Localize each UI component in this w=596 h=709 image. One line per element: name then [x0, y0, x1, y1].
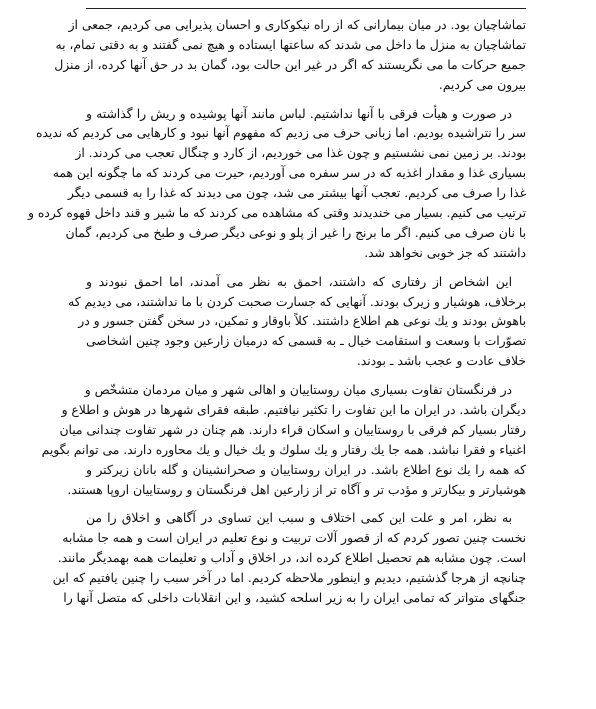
text-line: بیرون می کردیم. [438, 77, 526, 92]
paragraph [52, 509, 526, 608]
text-line: دیگران باشد. در ایران ما این تفاوت را تکثیر نیافتیم. طبقه فقرای شهرها در هوش و اطلاع و [61, 403, 526, 418]
text-line: بسیاری غذا و مقدار اغذیه که در سر سفره می آوردیم، حیرت می کردند که ما چگونه این همه [52, 166, 526, 181]
text-line: رفتار بسیار کم فرقی با روستاییان و اسکان قراء دارند. هم چنان در شهر تفاوت چندانی میان [59, 422, 526, 437]
text-line: باهوش بودند و یك نوعی هم اطلاع داشتند. کلاً باوقار و تمکین، در سخن گفتن جسور و در [78, 314, 526, 329]
text-line: هوشیارتر و بیکارتر و مؤدب تر و آگاه تر از زارعین اهل فرنگستان و روستاییان اروپا هستند. [67, 482, 526, 497]
text-line: سر را نتراشیده بودیم. اما زبانی حرف می زدیم که مفهوم آنها نبود و کارهایی می کردیم که ندیده [35, 126, 526, 141]
text-line: در فرنگستان تفاوت بسیاری میان روستاییان و اهالی شهر و میان مردمان متشخّص و [84, 383, 512, 398]
text-line: با نان صرف می کنیم. اگر ما برنج را غیر از پلو و نوعی دیگر صرف و طبخ می کردیم، گمان [65, 225, 526, 240]
text-line: در صورت و هیأت فرقی با آنها نداشتیم. لباس مانند آنها پوشیده و ریش را گذاشته و [86, 106, 512, 121]
text-line: تماشاچیان به منزل ما داخل می شدند که ساعتها ایستاده و هیچ نمی گفتند و به دقتی تمام، به [55, 37, 526, 52]
text-line: که همه را یك نوع اطلاع باشد. در ایران روستاییان و صحرانشینان و گله بانان زیرکتر و [86, 462, 526, 477]
paragraph [68, 273, 526, 372]
text-line: جمیع حرکات ما می نگریستند که اگر در غیر این حالت بود، گمان بد در حق آنها کرده، از منزل [54, 57, 526, 72]
text-line: ترتیب می کنیم. بسیار می خندیدند وقتی که مشاهده می کردند که ما شیر و قند داخل قهوه کرده و [28, 206, 526, 221]
text-line: چنانچه از هرجا گذشتیم، دیدیم و اینطور ملاحظه کردیم. اما در آخر سبب را چنین یافتیم که این [52, 571, 526, 586]
text-line: تصوّرات با وسعت و استقامت خیال ـ به قسمی که درمیان زارعین وجود چنین اشخاصی [86, 334, 526, 349]
text-line: جنگهای متواتر که تمامی ایران را به زیر اسلحه کشید، و این انقلابات داخلی که متصل آنها را [63, 591, 526, 606]
paragraph [41, 381, 526, 500]
body-text [28, 16, 526, 609]
text-line: غذا را صرف می کردیم. تعجب آنها بیشتر می شد، چون می دیدند که غذا را به قسمی دیگر [67, 186, 526, 201]
text-line: اغنیاء و فقرا نباشد. همه جا یك رفتار و یك سلوك و یك خیال و یك محاوره دارند. می توانم بگویم [41, 442, 526, 457]
header-rule [86, 8, 526, 9]
text-line: این اشخاص از رفتاری که داشتند، احمق به نظر می آمدند، اما احمق نبودند و [86, 274, 512, 289]
text-line: به نظر، امر و علت این کمی اختلاف و سبب این تساوی در آگاهی و اخلاق را من [86, 511, 512, 526]
text-line: است. چون مشابه هم تحصیل اطلاع کرده اند، در اخلاق و آداب و تعلیمات همه بهمدیگر مانند. [57, 551, 526, 566]
text-line: داشتند که جز خوبی نخواهد شد. [364, 245, 526, 260]
paragraph [28, 105, 526, 264]
paragraph [54, 16, 526, 96]
text-line: بودند. بر زمین نمی نشستیم و چون غذا می خوردیم، از کارد و چنگال تعجب می کردند. از [75, 146, 526, 161]
text-line: نخست چنین تصور کردم که از قصور آلات تربیت و نوع تعلیم در ایران است و همه جا مشابه [62, 531, 526, 546]
text-line: تماشاچیان بود. در میان بیمارانی که از راه نیکوکاری و احسان پذیرایی می کردیم، جمعی از [68, 18, 526, 32]
text-line: برخلاف، هوشیار و زیرک بودند. آنهایی که جسارت صحبت کردن با ما نداشتند، می دیدیم که [68, 294, 526, 309]
text-line: خلاف عادت و عجب باشد ـ بودند. [356, 354, 526, 369]
